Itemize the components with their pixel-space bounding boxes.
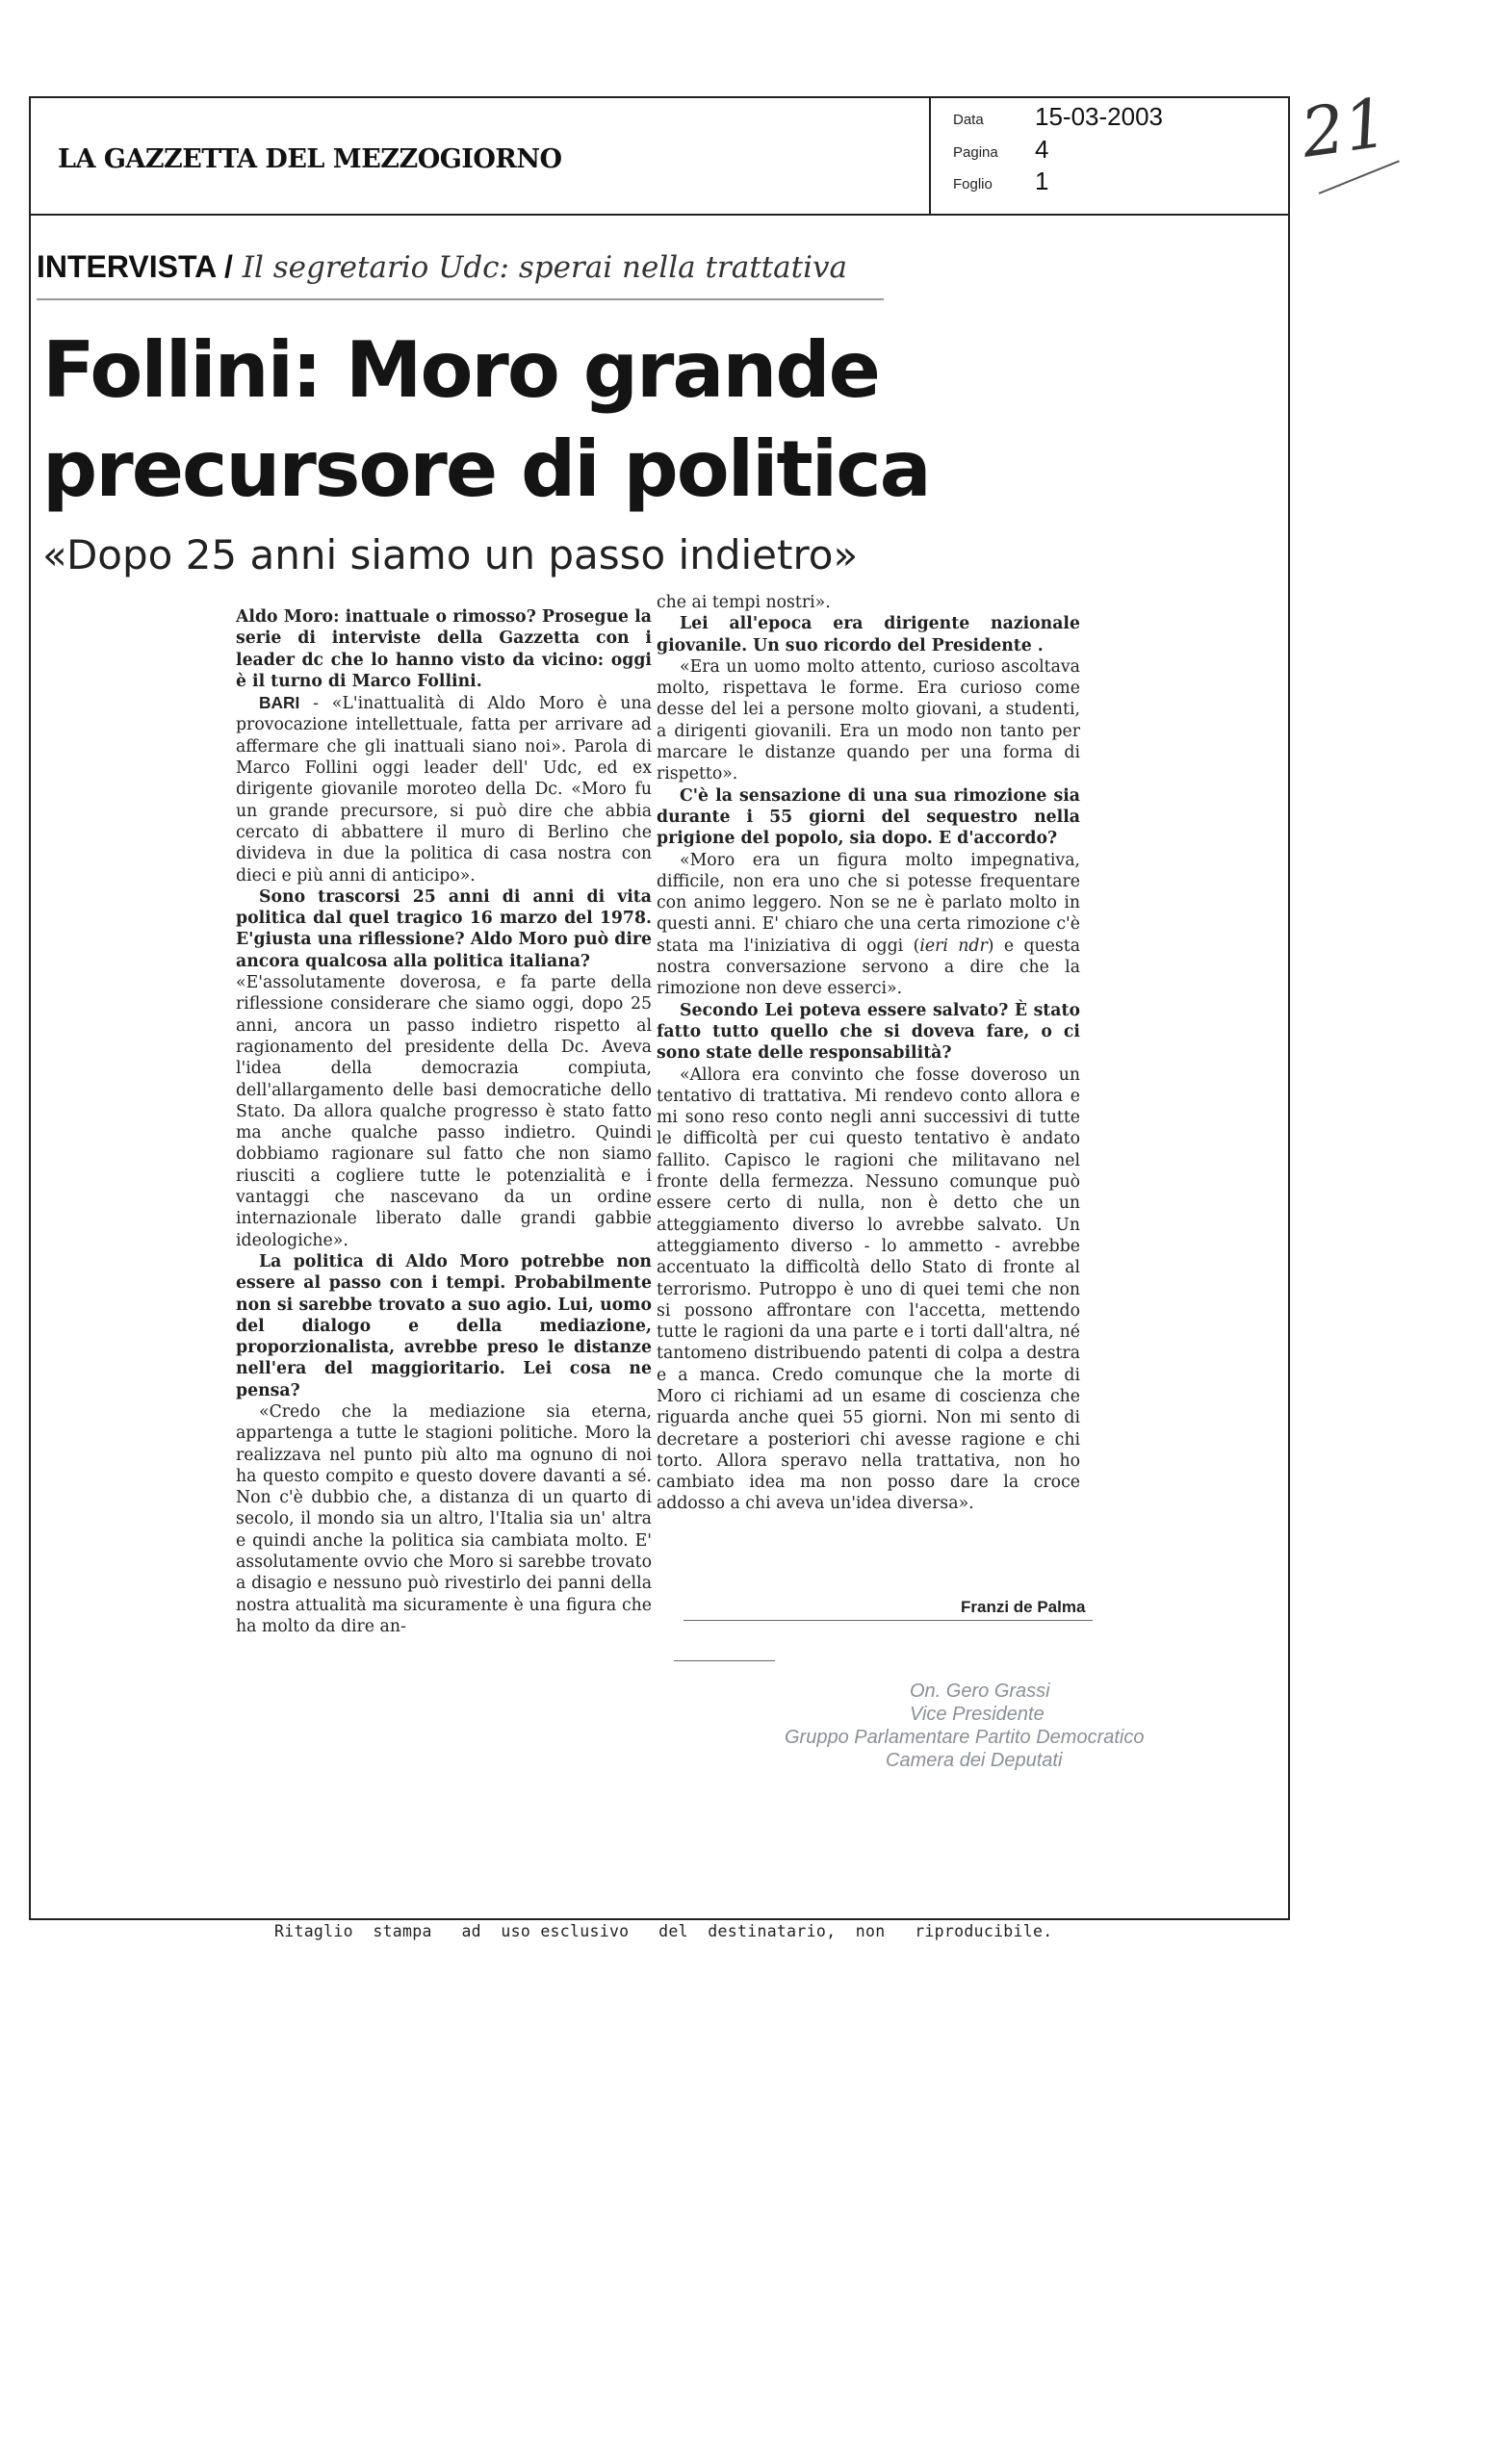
newspaper-masthead: LA GAZZETTA DEL MEZZOGIORNO [58, 144, 562, 174]
kicker [37, 248, 847, 285]
question: Lei all'epoca era dirigente nazionale giovanile. Un suo ricordo del Presidente . [657, 614, 1080, 655]
byline: Franzi de Palma [961, 1598, 1086, 1616]
answer: «E'assolutamente doverosa, e fa parte della riflessione considerare che siamo oggi, dopo 25 anni, ancora un passo indietro rispetto al ragionamento del presidente della Dc. Aveva l'idea della democrazia compiuta, dell'allargamento delle basi democratiche dello Stato. Da allora qualche progresso è stato fatto ma anche qualche passo indietro. Quindi dobbiamo ragionare sul fatto che non siamo riusciti a cogliere tutte le potenzialità e i vantaggi che nascevano da un ordine internazionale liberato dalle grandi gabbie ideologiche». [236, 973, 652, 1250]
dateline: BARI [259, 693, 300, 713]
answer-note: ieri ndr [919, 936, 988, 956]
answer-text: «Moro era un figura molto impegnativa, difficile, non era uno che si potesse frequentare con animo leggero. Non se ne è parlato molto in questi anni. E' chiaro che una certa rimozione c'è stata ma l'iniziativa di oggi ( [657, 850, 1080, 956]
headline-line-2: precursore di politica [42, 424, 930, 514]
article-intro: Aldo Moro: inattuale o rimosso? Prosegue la serie di interviste della Gazzetta con i leader dc che lo hanno visto da vicino: oggi è il turno di Marco Follini. [236, 607, 652, 691]
answer: «Allora era convinto che fosse doveroso un tentativo di trattativa. Mi rendevo conto allora e mi sono reso conto negli anni successivi di tutte le difficoltà per cui questo tentativo è andato fallito. Capisco le ragioni che militavano nel fronte della fermezza. Nessuno comunque può essere certo di nulla, non è detto che un atteggiamento diverso lo avrebbe salvato. Un atteggiamento diverso - lo ammetto - avrebbe accentuato la difficoltà dello Stato di fronte al terrorismo. Putroppo è uno di quei temi che non si possono affrontare con l'accetta, mettendo tutte le ragioni da una parte e i torti dall'altra, né tantomeno distribuendo patenti di colpa a destra e a manca. Credo comunque che la morte di Moro ci richiami ad un esame di coscienza che riguarda anche quei 55 giorni. Non mi sento di decretare a posteriori chi avesse ragione e chi torto. Allora speravo nella trattativa, non ho cambiato idea ma non posso dare la croce addosso a chi aveva un'idea diversa». [657, 1065, 1080, 1514]
stamp-name: On. Gero Grassi [910, 1681, 1050, 1702]
date-value: 15-03-2003 [1035, 102, 1163, 131]
handwritten-page-number: 21 [1296, 83, 1393, 173]
question: Sono trascorsi 25 anni di anni di vita politica dal quel tragico 16 marzo del 1978. E'giusta una riflessione? Aldo Moro può dire ancora qualcosa alla politica italiana? [236, 886, 652, 971]
byline-rule [684, 1620, 1093, 1621]
kicker-text: Il segretario Udc: sperai nella trattativa [232, 250, 847, 285]
kicker-section: INTERVISTA / [37, 249, 233, 284]
stamp-chamber: Camera dei Deputati [886, 1750, 1063, 1771]
continued-text: che ai tempi nostri». [657, 593, 831, 612]
answer: «Credo che la mediazione sia eterna, appartenga a tutte le stagioni politiche. Moro la realizzava nel punto più alto ma ognuno di noi ha questo compito e questo dovere davanti a sé. Non c'è dubbio che, a distanza di un quarto di secolo, il mondo sia un altro, l'Italia sia un' altra e quindi anche la politica sia cambiata molto. E' assolutamente ovvio che Moro si sarebbe trovato a disagio e nessuno può rivestirlo dei panni della nostra attualità ma sicuramente è una figura che ha molto da dire an- [236, 1401, 652, 1636]
end-rule [674, 1660, 775, 1661]
date-label: Data [953, 112, 984, 128]
footer-rule [53, 1918, 1290, 1919]
kicker-rule [37, 298, 884, 300]
question: C'è la sensazione di una sua rimozione sia durante i 55 giorni del sequestro nella prigione del popolo, sia dopo. E d'accordo? [657, 785, 1080, 849]
article-column-right [657, 592, 1080, 1515]
page-label: Pagina [953, 144, 998, 161]
sheet-label: Foglio [953, 176, 993, 192]
paragraph: - «L'inattualità di Aldo Moro è una provocazione intellettuale, fatta per arrivare ad affermare che gli inattuali siano noi». Parola di Marco Follini oggi leader dell' Udc, ed ex dirigente giovanile moroteo della Dc. «Moro fu un grande precursore, si può dire che abbia cercato di abbattere il muro di Berlino che divideva in due la politica di casa nostra con dieci e più anni di anticipo». [236, 694, 652, 886]
question: La politica di Aldo Moro potrebbe non essere al passo con i tempi. Probabilmente non si sarebbe trovato a suo agio. Lui, uomo del dialogo e della mediazione, proporzionalista, avrebbe preso le distanze nell'era del maggioritario. Lei cosa ne pensa? [236, 1251, 652, 1400]
page-value: 4 [1035, 135, 1049, 164]
question: Secondo Lei poteva essere salvato? È stato fatto tutto quello che si doveva fare, o ci sono state delle responsabilità? [657, 1000, 1080, 1064]
answer [657, 850, 1080, 1000]
subheadline: «Dopo 25 anni siamo un passo indietro» [42, 531, 859, 578]
stamp-group: Gruppo Parlamentare Partito Democratico [785, 1727, 1145, 1748]
answer-text-end: ) e questa nostra conversazione servono a dire che la rimozione non deve esserci». [657, 936, 1080, 999]
stamp-title: Vice Presidente [910, 1704, 1045, 1725]
office-stamp [785, 1680, 1145, 1772]
article-column-left [236, 606, 652, 1637]
answer: «Era un uomo molto attento, curioso ascoltava molto, rispettava le forme. Era curioso come desse del lei a persone molto giovani, a studenti, a dirigenti giovanili. Era un modo non tanto per marcare le distanze quando per una forma di rispetto». [657, 656, 1080, 784]
headline-line-1: Follini: Moro grande [42, 325, 879, 415]
footer-notice: Ritaglio stampa ad uso esclusivo del destinatario, non riproducibile. [274, 1922, 1053, 1940]
sheet-value: 1 [1035, 167, 1049, 195]
